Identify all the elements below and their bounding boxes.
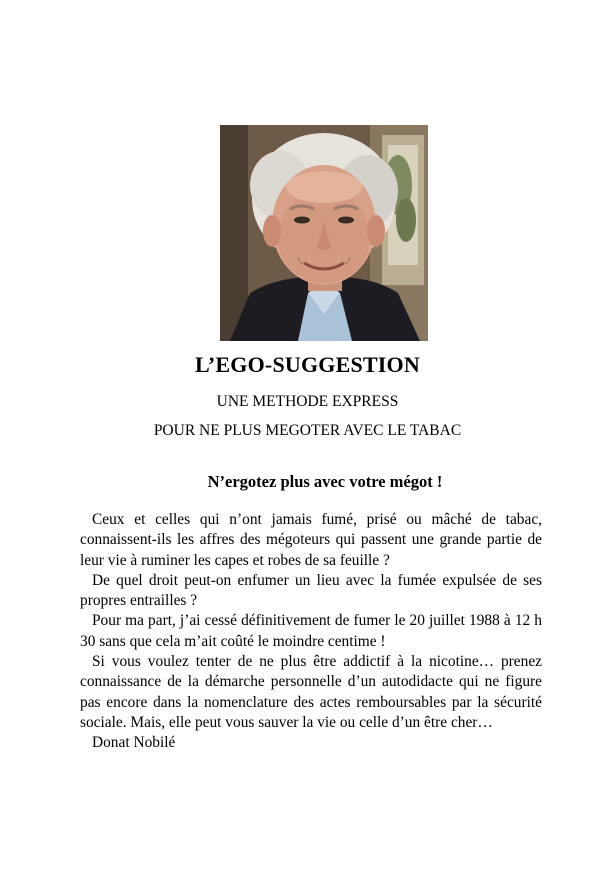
paragraph-1: Ceux et celles qui n’ont jamais fumé, prisé ou mâché de tabac, connaissent-ils les affres des mégoteurs qui passent une grande partie de leur vie à ruminer les capes et robes de sa feuille ? — [80, 511, 542, 569]
subtitle-line-1: UNE METHODE EXPRESS — [216, 393, 399, 410]
paragraph-3: Pour ma part, j’ai cessé définitivement de fumer le 20 juillet 1988 à 12 h 30 sans que cela m’ait coûté le moindre centime ! — [80, 612, 542, 650]
body-text — [80, 510, 542, 754]
subtitle-line-2: POUR NE PLUS MEGOTER AVEC LE TABAC — [153, 422, 462, 439]
signature: Donat Nobilé — [92, 734, 176, 752]
paragraph-2: De quel droit peut-on enfumer un lieu avec la fumée expulsée de ses propres entrailles ? — [80, 571, 542, 610]
section-heading: N’ergotez plus avec votre mégot ! — [207, 472, 443, 491]
paragraph-4: Si vous voulez tenter de ne plus être addictif à la nicotine… prenez connaissance de la démarche personnelle d’un autodidacte qui ne figure pas encore dans la nomenclature des actes remboursables par la sécurité sociale. Mais, elle peut vous sauver la vie ou celle d’un être cher… — [80, 653, 542, 731]
page-title: L’EGO-SUGGESTION — [195, 352, 420, 377]
author-portrait — [220, 125, 428, 341]
